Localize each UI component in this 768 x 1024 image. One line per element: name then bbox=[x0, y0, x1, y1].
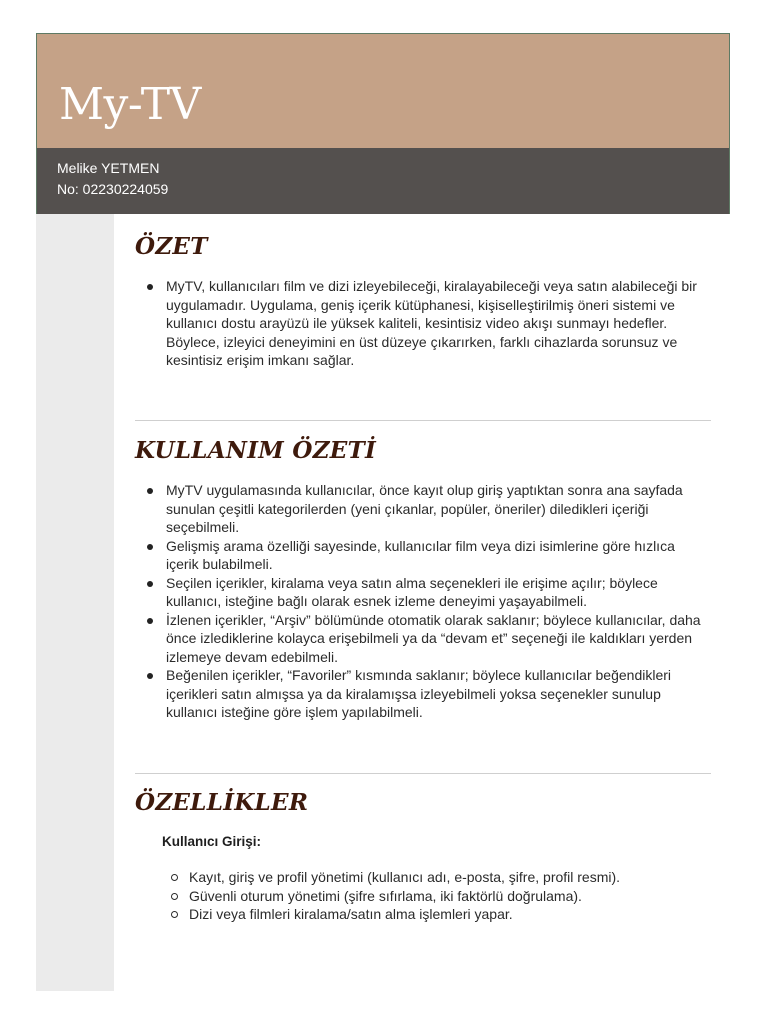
usage-item: MyTV uygulamasında kullanıcılar, önce kayıt olup giriş yaptıktan sonra ana sayfada sunulan çeşitli kategorilerden (yeni çıkanlar, popüler, öneriler) diledikleri içeriği seçebilmeli. bbox=[135, 481, 707, 537]
features-subheading: Kullanıcı Girişi: bbox=[162, 834, 262, 849]
usage-title: KULLANIM ÖZETİ bbox=[135, 437, 377, 464]
feature-item: Kayıt, giriş ve profil yönetimi (kullanıcı adı, e-posta, şifre, profil resmi). bbox=[135, 868, 711, 887]
document-header bbox=[36, 33, 730, 214]
summary-item: MyTV, kullanıcıları film ve dizi izleyebileceği, kiralayabileceği veya satın alabileceği bir uygulamadır. Uygulama, geniş içerik kütüphanesi, kişiselleştirilmiş öneri sistemi ve kullanıcı dostu arayüzü ile yüksek kaliteli, kesintisiz video akışı sunmayı hedefler. Böylece, izleyici deneyimini en üst düzeye çıkarırken, farklı cihazlarda sorunsuz ve kesintisiz erişim imkanı sağlar. bbox=[135, 277, 705, 370]
usage-item: Gelişmiş arama özelliği sayesinde, kullanıcılar film veya dizi isimlerine göre hızlıca içerik bulabilmeli. bbox=[135, 537, 707, 574]
usage-item: Beğenilen içerikler, “Favoriler” kısmında saklanır; böylece kullanıcılar beğendikleri içerikleri satın almışsa ya da kiralamışsa izleyebilmeli yoksa seçenekler sunulup kullanıcı isteğine göre işlem yapılabilmeli. bbox=[135, 666, 707, 722]
side-strip bbox=[36, 214, 114, 991]
feature-item: Dizi veya filmleri kiralama/satın alma işlemleri yapar. bbox=[135, 905, 711, 924]
summary-list bbox=[135, 277, 705, 370]
student-number: No: 02230224059 bbox=[57, 181, 169, 197]
author-bar bbox=[37, 148, 729, 214]
features-title: ÖZELLİKLER bbox=[135, 789, 309, 816]
header-banner bbox=[37, 34, 729, 148]
usage-item: İzlenen içerikler, “Arşiv” bölümünde otomatik olarak saklanır; böylece kullanıcılar, daha önce izlediklerine kolayca erişebilmeli ya da “devam et” seçeneği ile kaldıkları yerden izlemeye devam edebilmeli. bbox=[135, 611, 707, 667]
usage-list bbox=[135, 481, 707, 722]
summary-title: ÖZET bbox=[135, 233, 208, 260]
section-divider bbox=[135, 773, 711, 774]
usage-item: Seçilen içerikler, kiralama veya satın alma seçenekleri ile erişime açılır; böylece kullanıcı, isteğine bağlı olarak esnek izleme deneyimi yaşayabilmeli. bbox=[135, 574, 707, 611]
feature-item: Güvenli oturum yönetimi (şifre sıfırlama, iki faktörlü doğrulama). bbox=[135, 887, 711, 906]
section-divider bbox=[135, 420, 711, 421]
app-title: My-TV bbox=[59, 79, 201, 130]
features-list bbox=[135, 868, 711, 924]
author-name: Melike YETMEN bbox=[57, 160, 160, 176]
